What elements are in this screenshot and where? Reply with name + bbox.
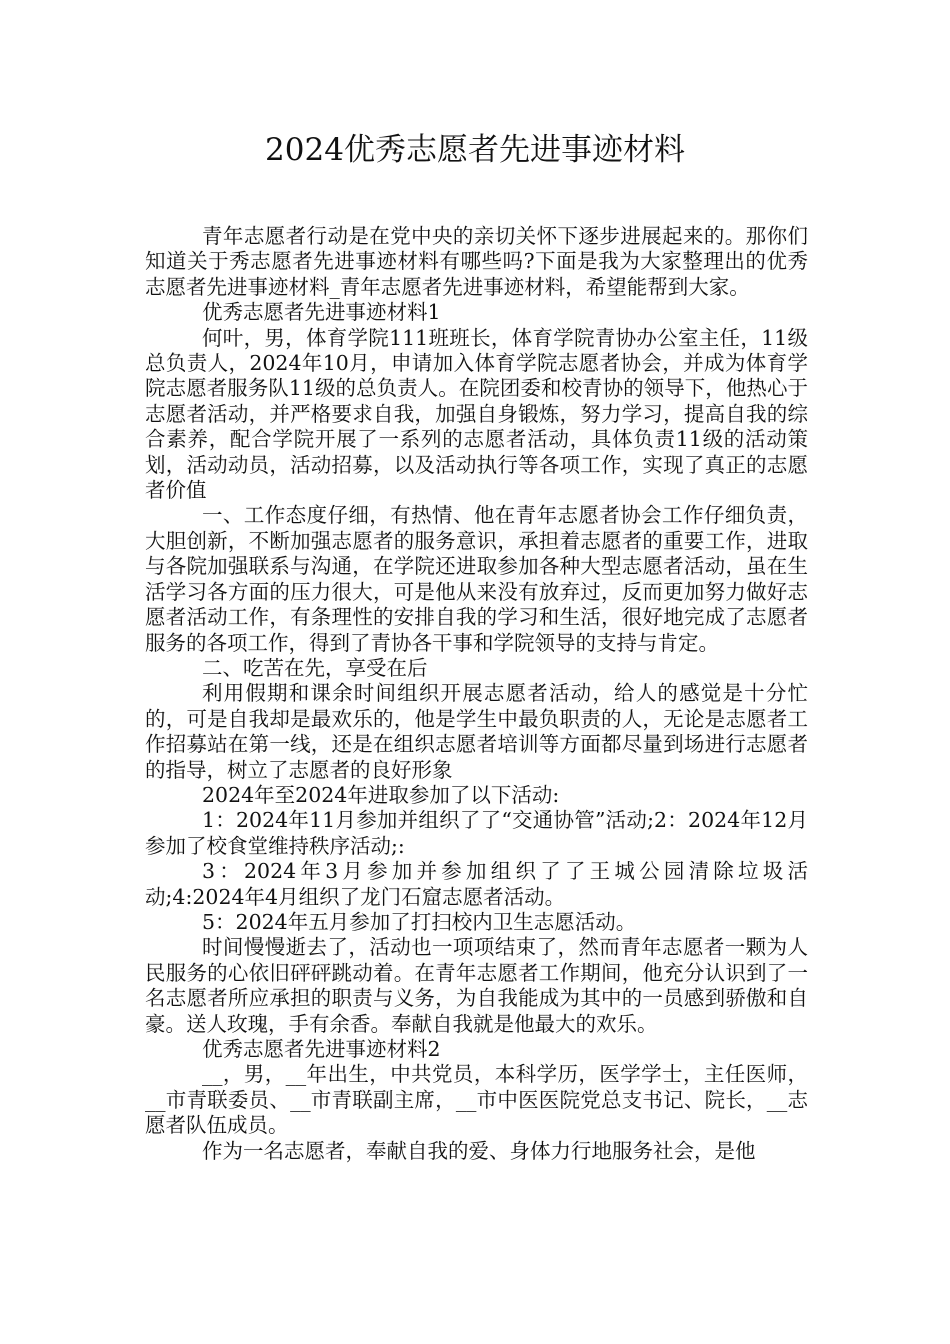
section-heading-material-2: 优秀志愿者先进事迹材料2 bbox=[202, 1037, 441, 1061]
paragraph-volunteer-continued: 作为一名志愿者，奉献自我的爱、身体力行地服务社会，是他 bbox=[202, 1138, 756, 1163]
paragraph-profile-2: __，男，__年出生，中共党员，本科学历，医学学士，主任医师，__市青联委员、__市青联副主席，__市中医医院党总支书记、院长，__志愿者队伍成员。 bbox=[145, 1062, 808, 1138]
section-heading-material-1: 优秀志愿者先进事迹材料1 bbox=[202, 300, 441, 325]
activity-item-1-2: 1：2024年11月参加并组织了了“交通协管”活动;2：2024年12月参加了校食堂维持秩序活动;: bbox=[145, 808, 808, 858]
document-body bbox=[145, 224, 808, 1164]
paragraph-reflection: 时间慢慢逝去了，活动也一项项结束了，然而青年志愿者一颗为人民服务的心依旧砰砰跳动着。在青年志愿者工作期间，他充分认识到了一名志愿者所应承担的职责与义务，为自我能成为其中的一员感到骄傲和自豪。送人玫瑰，手有余香。奉献自我就是他最大的欢乐。 bbox=[145, 935, 808, 1036]
paragraph-intro: 青年志愿者行动是在党中央的亲切关怀下逐步进展起来的。那你们知道关于秀志愿者先进事迹材料有哪些吗?下面是我为大家整理出的优秀志愿者先进事迹材料_青年志愿者先进事迹材料，希望能帮到大家。 bbox=[145, 224, 808, 299]
activity-item-3-4: 3：2024年3月参加并参加组织了了王城公园清除垃圾活动;4:2024年4月组织了龙门石窟志愿者活动。 bbox=[145, 859, 808, 909]
paragraph-profile-1: 何叶，男，体育学院111班班长，体育学院青协办公室主任，11级总负责人，2024年10月，申请加入体育学院志愿者协会，并成为体育学院志愿者服务队11级的总负责人。在院团委和校青协的领导下，他热心于志愿者活动，并严格要求自我，加强自身锻炼，努力学习，提高自我的综合素养，配合学院开展了一系列的志愿者活动，具体负责11级的活动策划，活动动员，活动招募，以及活动执行等各项工作，实现了真正的志愿者价值 bbox=[145, 325, 808, 503]
document-title: 2024优秀志愿者先进事迹材料 bbox=[265, 132, 685, 168]
paragraph-activities-intro: 2024年至2024年进取参加了以下活动: bbox=[202, 782, 560, 807]
paragraph-work-attitude: 一、工作态度仔细，有热情、他在青年志愿者协会工作仔细负责，大胆创新，不断加强志愿者的服务意识，承担着志愿者的重要工作，进取与各院加强联系与沟通，在学院还进取参加各种大型志愿者活动，虽在生活学习各方面的压力很大，可是他从来没有放弃过，反而更加努力做好志愿者活动工作，有条理性的安排自我的学习和生活，很好地完成了志愿者服务的各项工作，得到了青协各干事和学院领导的支持与肯定。 bbox=[145, 503, 808, 655]
subheading-hardship-first: 二、吃苦在先，享受在后 bbox=[202, 655, 428, 680]
paragraph-hardship: 利用假期和课余时间组织开展志愿者活动，给人的感觉是十分忙的，可是自我却是最欢乐的，他是学生中最负职责的人，无论是志愿者工作招募站在第一线，还是在组织志愿者培训等方面都尽量到场进行志愿者的指导，树立了志愿者的良好形象 bbox=[145, 681, 808, 782]
activity-item-5: 5：2024年五月参加了打扫校内卫生志愿活动。 bbox=[202, 909, 637, 934]
